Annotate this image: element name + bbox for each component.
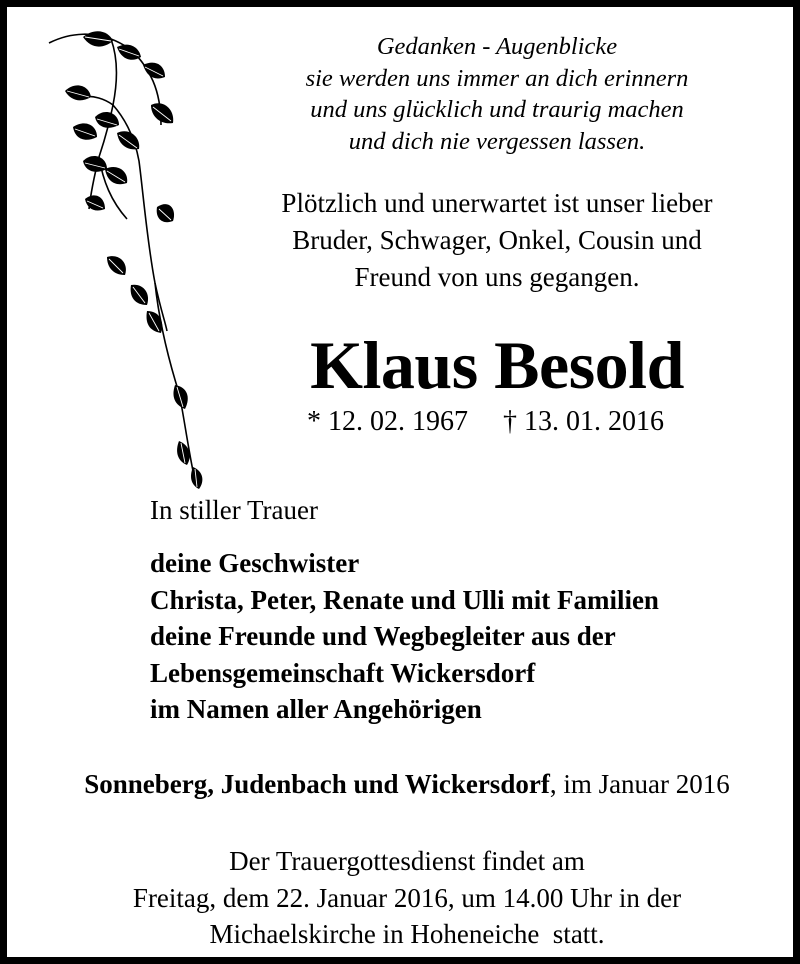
funeral-service-info bbox=[7, 843, 800, 953]
death-date: † 13. 01. 2016 bbox=[503, 406, 664, 437]
service-line: Michaelskirche in Hoheneiche statt. bbox=[209, 919, 605, 949]
service-line: Der Trauergottesdienst findet am bbox=[229, 846, 585, 876]
death-announcement bbox=[217, 185, 777, 296]
service-line: Freitag, dem 22. Januar 2016, um 14.00 Uhr in der bbox=[132, 882, 682, 913]
poem-line: und dich nie vergessen lassen. bbox=[348, 127, 646, 155]
mourner-line: deine Geschwister bbox=[150, 548, 360, 578]
mourner-line: Lebensgemeinschaft Wickersdorf bbox=[150, 657, 536, 688]
place-names: Sonneberg, Judenbach und Wickersdorf bbox=[84, 769, 550, 799]
poem-line: und uns glücklich und traurig machen bbox=[310, 96, 684, 123]
dates-spacer bbox=[468, 406, 503, 437]
mourner-line: deine Freunde und Wegbegleiter aus der bbox=[150, 621, 616, 651]
announcement-line: Bruder, Schwager, Onkel, Cousin und bbox=[292, 225, 702, 255]
mourning-intro: In stiller Trauer bbox=[150, 495, 318, 525]
announcement-line: Freund von uns gegangen. bbox=[354, 262, 640, 292]
birch-branch-icon bbox=[43, 21, 223, 501]
memorial-poem bbox=[217, 31, 777, 157]
mourner-line: Christa, Peter, Renate und Ulli mit Familien bbox=[150, 584, 659, 615]
place-and-date bbox=[7, 765, 800, 803]
birth-date: * 12. 02. 1967 bbox=[307, 406, 468, 437]
notice-date: , im Januar 2016 bbox=[549, 769, 730, 799]
poem-line: Gedanken - Augenblicke bbox=[376, 33, 618, 60]
life-dates bbox=[307, 403, 707, 441]
announcement-line: Plötzlich und unerwartet ist unser lieber bbox=[281, 188, 713, 218]
mourners-list bbox=[150, 545, 659, 728]
poem-line: sie werden uns immer an dich erinnern bbox=[305, 64, 689, 92]
mourner-line: im Namen aller Angehörigen bbox=[150, 694, 482, 724]
deceased-name: Klaus Besold bbox=[310, 327, 684, 403]
